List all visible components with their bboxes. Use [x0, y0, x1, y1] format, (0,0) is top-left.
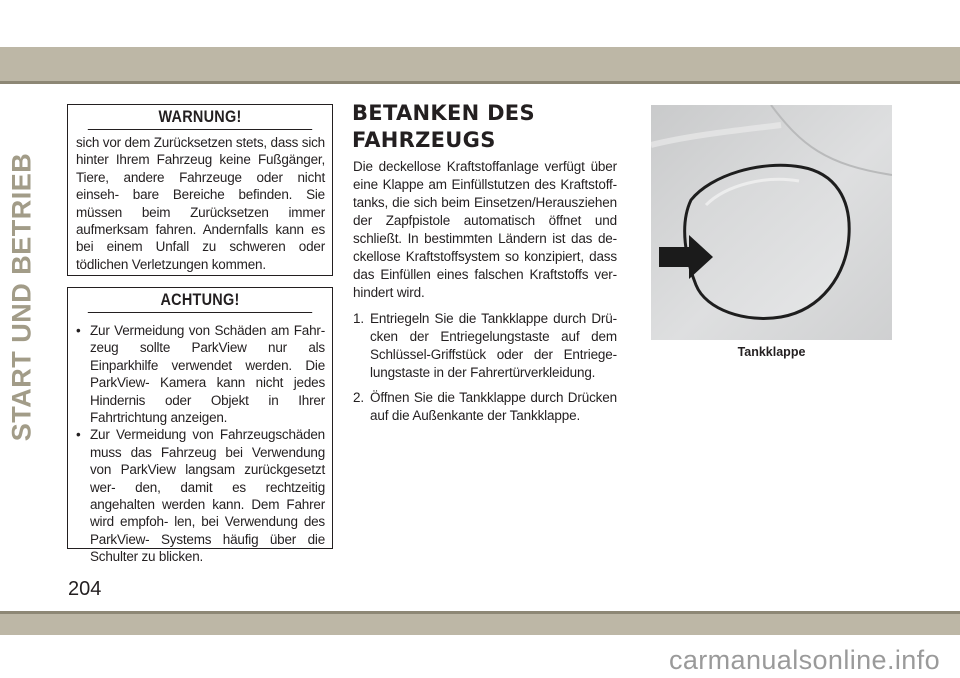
- step-item: [353, 310, 617, 382]
- caution-box: [67, 287, 333, 565]
- figure-caption: Tankklappe: [737, 345, 806, 359]
- warning-text: sich vor dem Zurücksetzen stets, dass sich hinter Ihrem Fahrzeug keine Fußgänger, Tiere, andere Fahrzeuge oder nicht einseh- bare Bereiche befinden. Sie müssen beim Zurücksetzen immer aufmerksam fahren. Andernfalls kann es bei einem Unfall zu schweren oder tödlichen Verletzungen kommen.: [76, 135, 325, 272]
- fuel-door-outline: [685, 165, 850, 318]
- fuel-door-illustration: [651, 105, 892, 340]
- header-rule: [0, 81, 960, 84]
- warning-box: [67, 104, 333, 276]
- caution-title: ACHTUNG!: [88, 288, 312, 313]
- step-text: Entriegeln Sie die Tankklappe durch Drü- cken der Entriegelungstaste auf dem Schlüssel-Griffstück oder der Entriege- lungstaste in der Fahrertürverkleidung.: [370, 311, 617, 380]
- caution-item: • Zur Vermeidung von Schäden am Fahr- zeug sollte ParkView nur als Einparkhilfe verwendet werden. Die ParkView- Kamera kann nicht jedes Hindernis oder Objekt in Ihrer Fahrtrichtung anzeigen.: [76, 322, 325, 426]
- step-number: 2.: [353, 390, 364, 405]
- header-band: [0, 47, 960, 81]
- warning-title: WARNUNG!: [88, 105, 312, 130]
- section-title: BETANKEN DES FAHRZEUGS: [352, 101, 535, 152]
- section-body: [353, 158, 617, 432]
- intro-paragraph: Die deckellose Kraftstoffanlage verfügt über eine Klappe am Einfüllstutzen des Kraftstoff- tanks, die sich beim Einsetzen/Herausziehen der Zapfpistole automatisch öffnet und schließt. In bestimmten Ländern ist das de- ckellose Kraftstoffsystem so konzipiert, dass das Einfüllen eines falschen Kraftstoffs ver- hindert wird.: [353, 159, 617, 300]
- steps-list: [353, 310, 617, 425]
- page-number: 204: [68, 578, 102, 600]
- step-number: 1.: [353, 311, 364, 326]
- fuel-door-photo: [651, 105, 892, 340]
- caution-list: [76, 322, 325, 566]
- step-item: [353, 389, 617, 425]
- caution-body: [68, 313, 332, 566]
- caution-item: • Zur Vermeidung von Fahrzeugschäden muss das Fahrzeug bei Verwendung von ParkView langsam zurückgesetzt wer- den, damit es rechtzeitig angehalten werden kann. Dem Fahrer wird empfoh- len, bei Verwendung des ParkView- Systems häufig über die Schulter zu blicken.: [76, 426, 325, 565]
- step-text: Öffnen Sie die Tankklappe durch Drücken auf die Außenkante der Tankklappe.: [370, 390, 617, 423]
- watermark: carmanualsonline.info: [668, 645, 940, 675]
- chapter-side-label-text: START UND BETRIEB: [6, 152, 37, 442]
- footer-band: [0, 614, 960, 635]
